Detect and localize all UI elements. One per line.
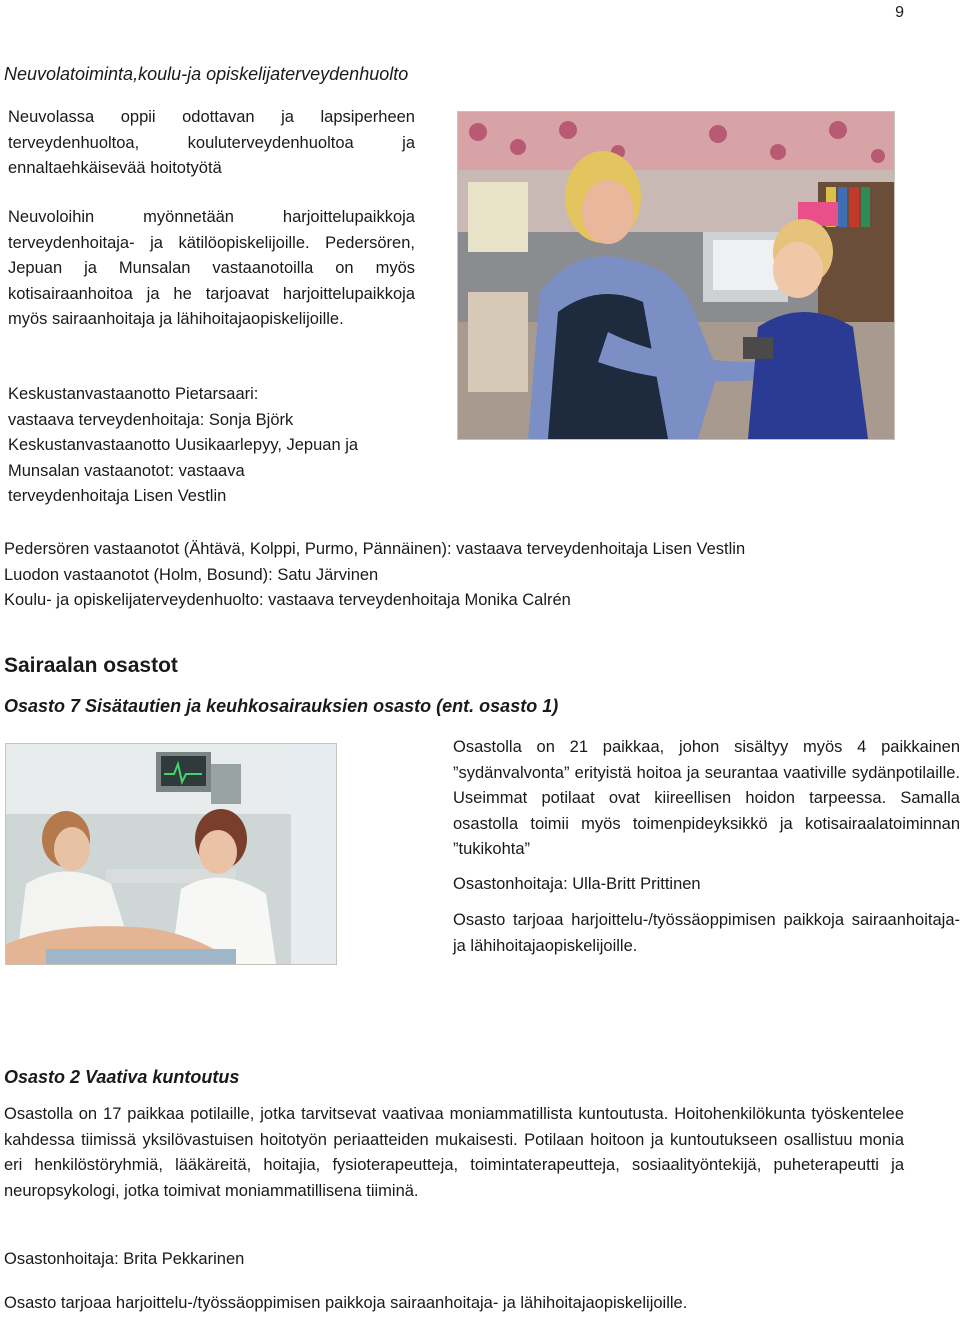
contact-line: Koulu- ja opiskelijaterveydenhuolto: vastaava terveydenhoitaja Monika Calrén [4, 591, 571, 609]
neuvola-contacts [8, 382, 438, 510]
contact-line: Luodon vastaanotot (Holm, Bosund): Satu Järvinen [4, 565, 379, 584]
neuvola-intro-paragraph: Neuvolassa oppii odottavan ja lapsiperheen terveydenhuoltoa, kouluterveydenhuoltoa ja ennaltaehkäisevää hoitotyötä [8, 108, 415, 177]
osasto-7-description: Osastolla on 21 paikkaa, johon sisältyy myös 4 paikkainen ”sydänvalvonta” erityistä hoitoa ja seurantaa vaativille sydänpotilaille. Useimmat potilaat ovat kiireellisen hoidon tarpeessa. Samalla osastolla toimii myös toimenpideyksikkö ja kotisairaalatoiminnan ”tukikohta” [453, 738, 960, 858]
contact-line: Keskustanvastaanotto Uusikaarlepyy, Jepuan ja [8, 436, 359, 454]
osasto-2-internship: Osasto tarjoaa harjoittelu-/työssäoppimisen paikkoja sairaanhoitaja- ja lähihoitajaopiskelijoille. [4, 1294, 688, 1312]
section-heading-neuvola: Neuvolatoiminta,koulu-ja opiskelijaterveydenhuolto [4, 64, 409, 84]
contact-line: Pedersören vastaanotot (Ähtävä, Kolppi, Purmo, Pännäinen): vastaava terveydenhoitaja Lisen Vestlin [4, 540, 746, 558]
ward-heading-osasto-2: Osasto 2 Vaativa kuntoutus [4, 1067, 240, 1087]
photo-nurses-in-ward [5, 743, 337, 965]
neuvola-additional-contacts [4, 537, 944, 614]
ward-heading-osasto-7: Osasto 7 Sisätautien ja keuhkosairauksien osasto (ent. osasto 1) [4, 696, 559, 716]
photo-nurse-with-child [457, 111, 895, 440]
contact-line: terveydenhoitaja Lisen Vestlin [8, 487, 227, 505]
osasto-2-description: Osastolla on 17 paikkaa potilaille, jotka tarvitsevat vaativaa moniammatillista kuntoutusta. Hoitohenkilökunta työskentelee kahdessa tiimissä yksilövastuisen hoitotyön periaatteiden mukaisesti. Potilaan hoitoon ja kuntoutukseen osallistuu monia eri henkilöstöryhmiä, lääkäreitä, hoitajia, fysioterapeutteja, toimintaterapeutteja, sosiaalityöntekijä, puheterapeutti ja neuropsykologi, jotka toimivat moniammatillisena tiiminä. [4, 1105, 904, 1200]
page-number: 9 [895, 4, 904, 21]
osasto-7-head-nurse: Osastonhoitaja: Ulla-Britt Prittinen [453, 875, 701, 893]
osasto-2-head-nurse: Osastonhoitaja: Brita Pekkarinen [4, 1250, 245, 1268]
section-heading-sairaalan-osastot: Sairaalan osastot [4, 654, 178, 677]
contact-line: Keskustanvastaanotto Pietarsaari: [8, 385, 259, 403]
contact-line: Munsalan vastaanotot: vastaava [8, 461, 245, 480]
osasto-7-internship: Osasto tarjoaa harjoittelu-/työssäoppimisen paikkoja sairaanhoitaja- ja lähihoitajaopiskelijoille. [453, 911, 960, 955]
neuvola-internship-paragraph: Neuvoloihin myönnetään harjoittelupaikkoja terveydenhoitaja- ja kätilöopiskelijoille. Pedersören, Jepuan ja Munsalan vastaanotoilla on myös kotisairaanhoitoa ja he tarjoavat harjoittelupaikkoja myös sairaanhoitaja ja lähihoitajaopiskelijoille. [8, 208, 415, 328]
contact-line: vastaava terveydenhoitaja: Sonja Björk [8, 410, 294, 429]
